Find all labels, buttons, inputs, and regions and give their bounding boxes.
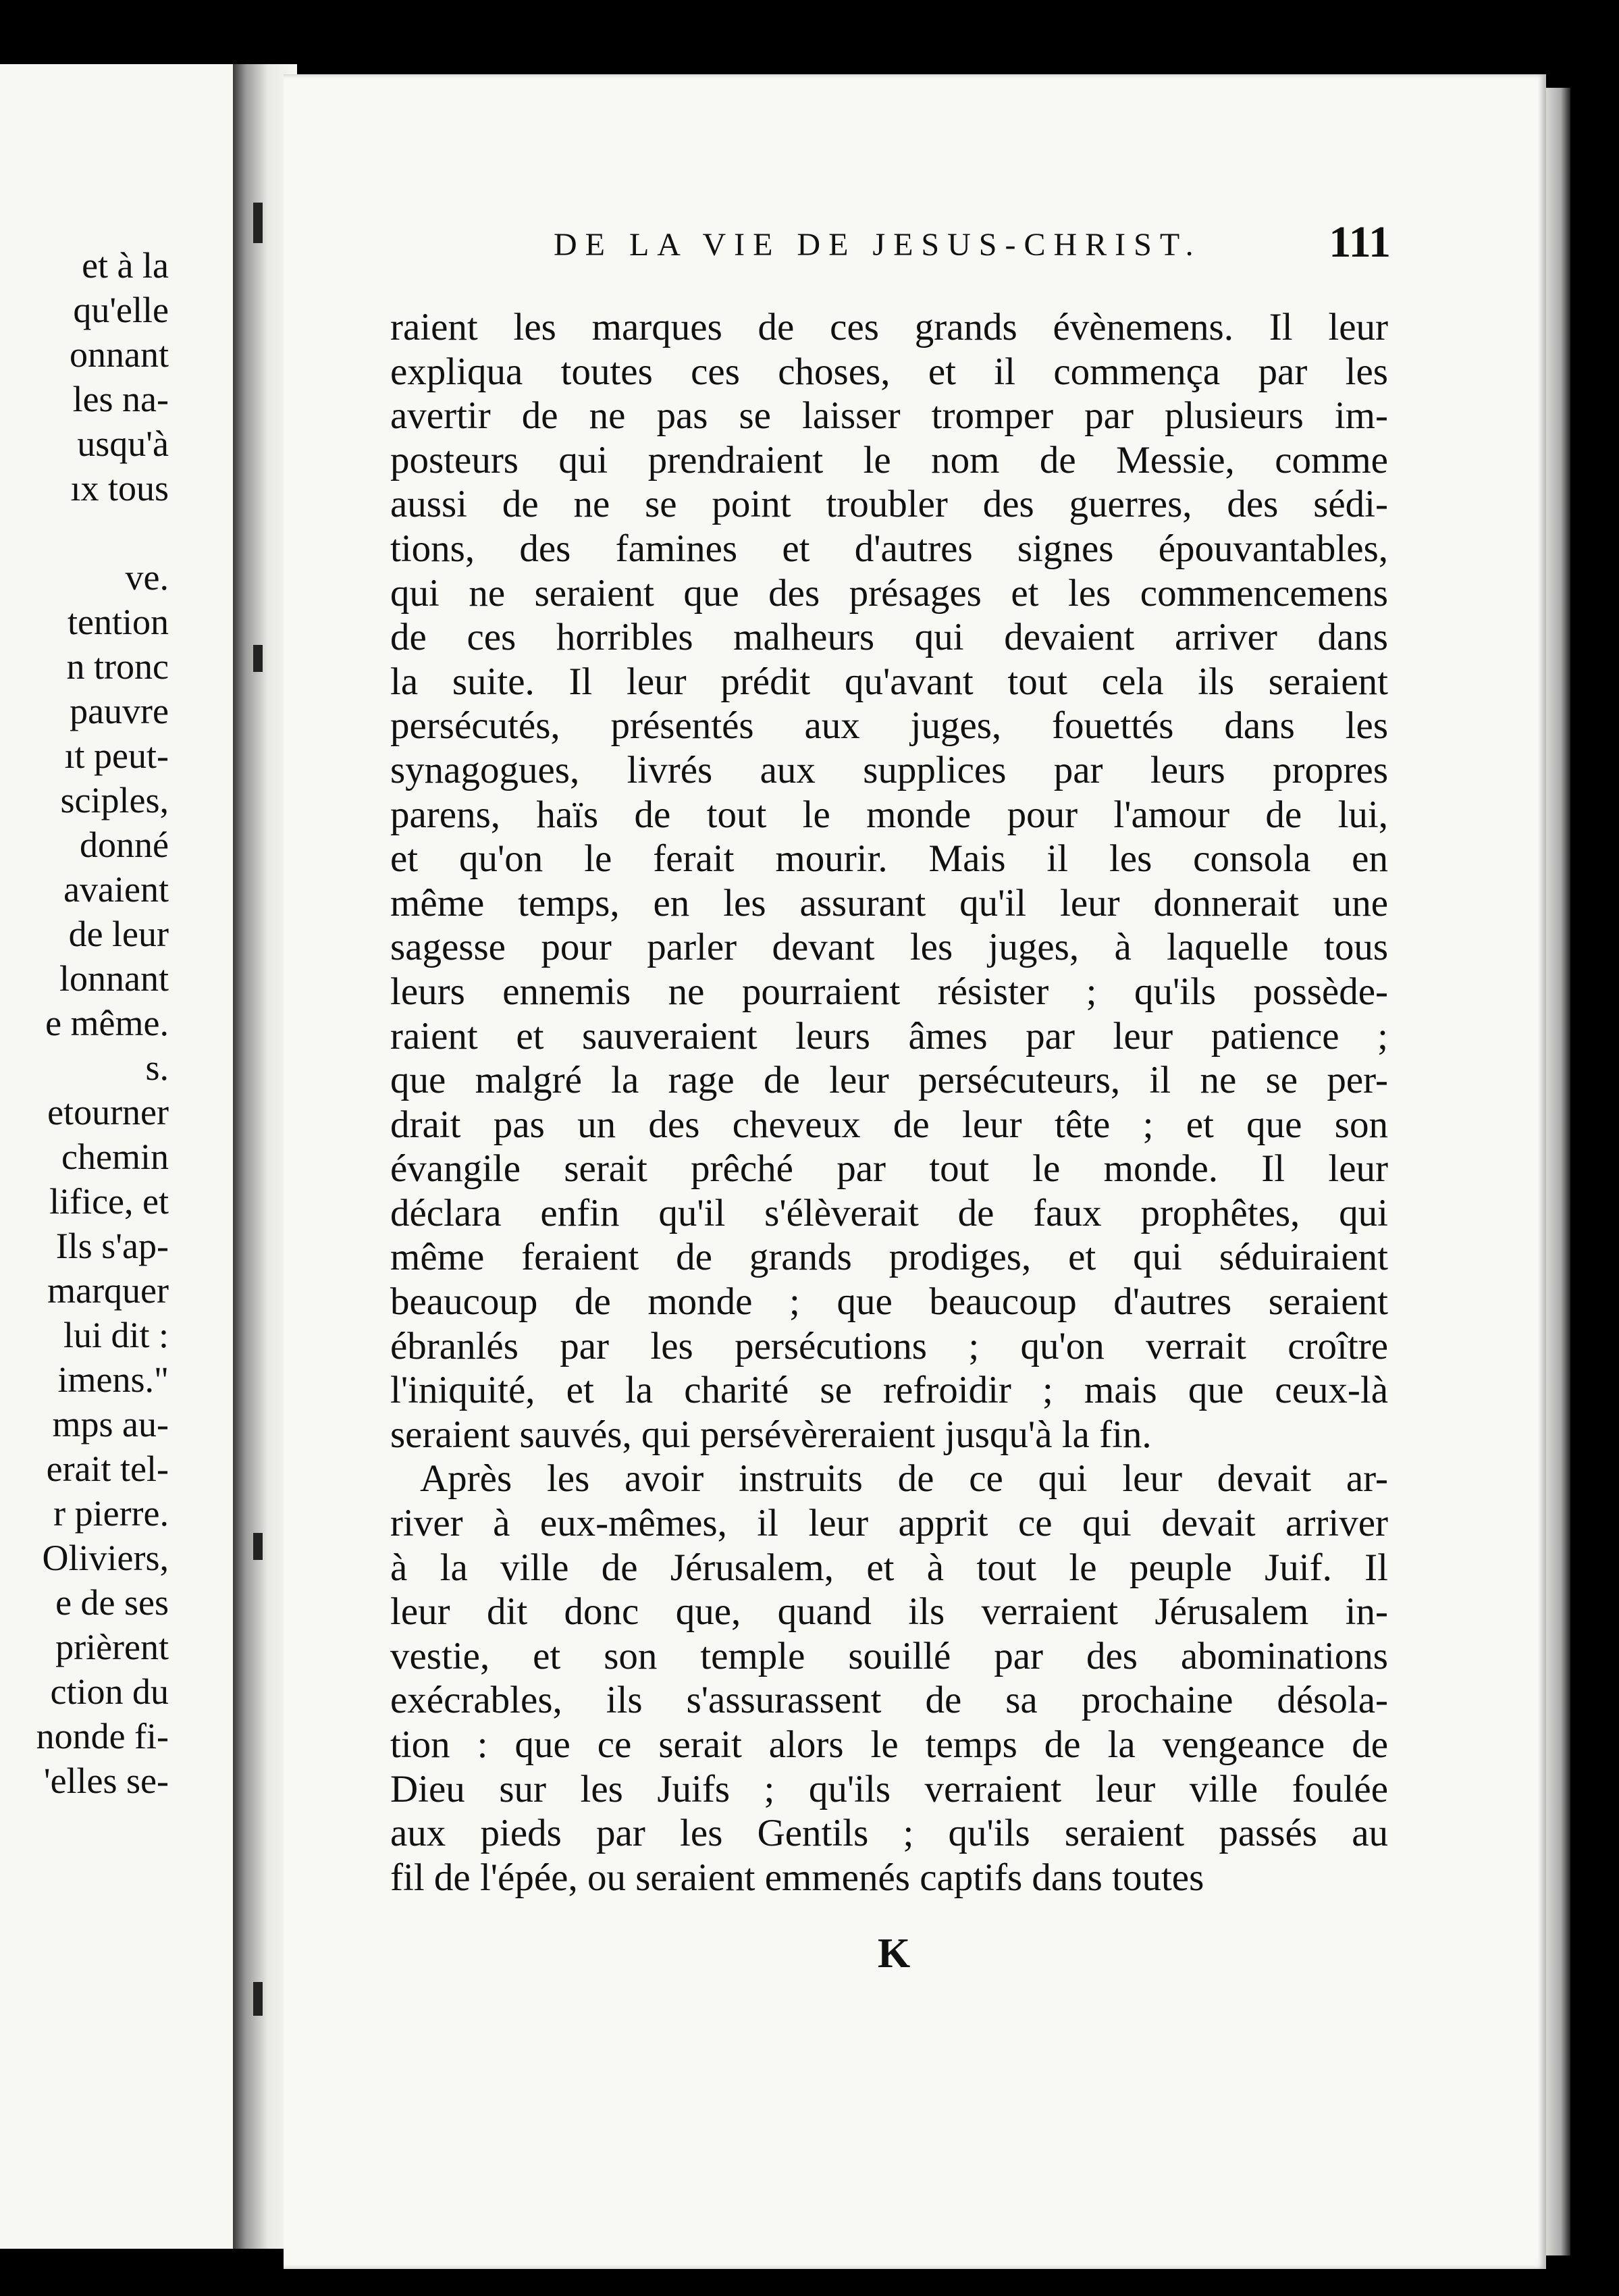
left-page-line: lui dit : [63,1315,169,1355]
text-line: déclara enfin qu'il s'élèverait de faux prophêtes, qui [390,1191,1388,1234]
left-page-line: avaient [63,869,169,910]
text-line: exécrables, ils s'assurassent de sa prochaine désola- [390,1679,1388,1722]
left-page-line: prièrent [55,1627,169,1667]
signature-mark: K [878,1931,911,1977]
left-page-line: usqu'à [77,423,169,464]
left-page-line: nonde fi- [36,1716,169,1756]
text-line: tion : que ce serait alors le temps de la vengeance de [390,1723,1388,1766]
text-line: parens, haïs de tout le monde pour l'amour de lui, [390,793,1388,836]
left-page-line: Ils s'ap- [55,1226,169,1266]
left-page-line: ıx tous [70,468,169,508]
left-page-line: mps au- [52,1404,169,1444]
text-line: raient et sauveraient leurs âmes par leur patience ; [390,1014,1388,1058]
text-line: seraient sauvés, qui persévèreraient jusqu'à la fin. [390,1413,1152,1456]
left-page-line: etourner [47,1092,169,1132]
left-page-line: onnant [70,334,169,375]
text-line: leur dit donc que, quand ils verraient Jérusalem in- [390,1590,1388,1634]
text-line: Après les avoir instruits de ce qui leur devait ar- [420,1457,1388,1501]
text-line: sagesse pour parler devant les juges, à laquelle tous [390,926,1388,969]
text-line: et qu'on le ferait mourir. Mais il les consola en [390,837,1388,881]
left-page-line: e de ses [55,1582,169,1623]
left-page-text [0,243,233,1803]
text-line: beaucoup de monde ; que beaucoup d'autres seraient [390,1280,1388,1324]
left-page-line: et à la [82,245,169,286]
text-line: évangile serait prêché par tout le monde. Il leur [390,1147,1388,1191]
left-page-line: n tronc [66,646,169,687]
body-text [390,305,1388,1900]
text-line: Dieu sur les Juifs ; qu'ils verraient leur ville foulée [390,1767,1388,1810]
text-line: même feraient de grands prodiges, et qui séduiraient [390,1236,1388,1279]
text-line: synagogues, livrés aux supplices par leurs propres [390,748,1388,791]
text-line: ébranlés par les persécutions ; qu'on verrait croître [390,1324,1388,1367]
text-line: même temps, en les assurant qu'il leur donnerait une [390,881,1388,924]
left-page-line: ve. [125,557,169,598]
text-line: la suite. Il leur prédit qu'avant tout cela ils seraient [390,660,1388,703]
text-line: expliqua toutes ces choses, et il commença par les [390,350,1388,393]
text-line: fil de l'épée, ou seraient emmenés captifs dans toutes [390,1856,1204,1899]
left-page-line: r pierre. [53,1493,169,1534]
left-page-line: qu'elle [73,290,169,330]
page-edge [1546,88,1570,2255]
left-page-line: ction du [50,1671,169,1712]
running-head-title: DE LA VIE DE JESUS-CHRIST. [554,227,1202,263]
left-page-line: marquer [47,1270,169,1311]
left-page-line: lonnant [59,958,169,999]
left-page-line: donné [80,825,169,865]
text-line: persécutés, présentés aux juges, fouettés dans les [390,704,1388,748]
text-line: aux pieds par les Gentils ; qu'ils seraient passés au [390,1812,1388,1855]
text-line: raient les marques de ces grands évènemens. Il leur [390,306,1388,348]
text-line: qui ne seraient que des présages et les commencemens [390,571,1388,615]
left-page-line: de leur [68,914,169,954]
page-number: 111 [1329,217,1391,267]
left-page-line: tention [68,602,169,642]
left-page-line: imens." [57,1359,169,1400]
left-page-line: erait tel- [46,1449,169,1489]
text-line: posteurs qui prendraient le nom de Messie, comme [390,438,1388,481]
left-facing-page [0,64,235,2249]
spine-mark-2 [253,645,263,672]
text-line: leurs ennemis ne pourraient résister ; qu'ils possède- [390,970,1388,1013]
left-page-line: pauvre [70,691,169,731]
text-line: river à eux-mêmes, il leur apprit ce qui devait arriver [390,1502,1388,1545]
spine-mark-1 [253,203,263,243]
left-page-line: lifice, et [49,1181,169,1222]
text-line: avertir de ne pas se laisser tromper par plusieurs im- [390,394,1388,438]
left-page-line: e même. [45,1003,169,1043]
left-page-line: ıt peut- [64,735,169,776]
text-line: aussi de ne se point troubler des guerres, des sédi- [390,483,1388,526]
spine-mark-4 [253,1982,263,2016]
text-line: tions, des famines et d'autres signes épouvantables, [390,527,1388,570]
running-head [554,217,1391,280]
spine-mark-3 [253,1533,263,1560]
left-page-line [0,511,233,555]
left-page-line: Oliviers, [42,1538,169,1578]
left-page-line: s. [145,1047,169,1088]
text-line: l'iniquité, et la charité se refroidir ; mais que ceux-là [390,1369,1388,1412]
text-line: drait pas un des cheveux de leur tête ; et que son [390,1103,1388,1146]
text-line: de ces horribles malheurs qui devaient arriver dans [390,616,1388,659]
text-line: à la ville de Jérusalem, et à tout le peuple Juif. Il [390,1546,1388,1589]
left-page-line: chemin [61,1137,169,1177]
left-page-line: 'elles se- [43,1760,169,1801]
text-line: vestie, et son temple souillé par des abominations [390,1634,1388,1677]
left-page-line: les na- [72,379,169,419]
left-page-line: sciples, [60,780,169,820]
text-line: que malgré la rage de leur persécuteurs, il ne se per- [390,1059,1388,1102]
